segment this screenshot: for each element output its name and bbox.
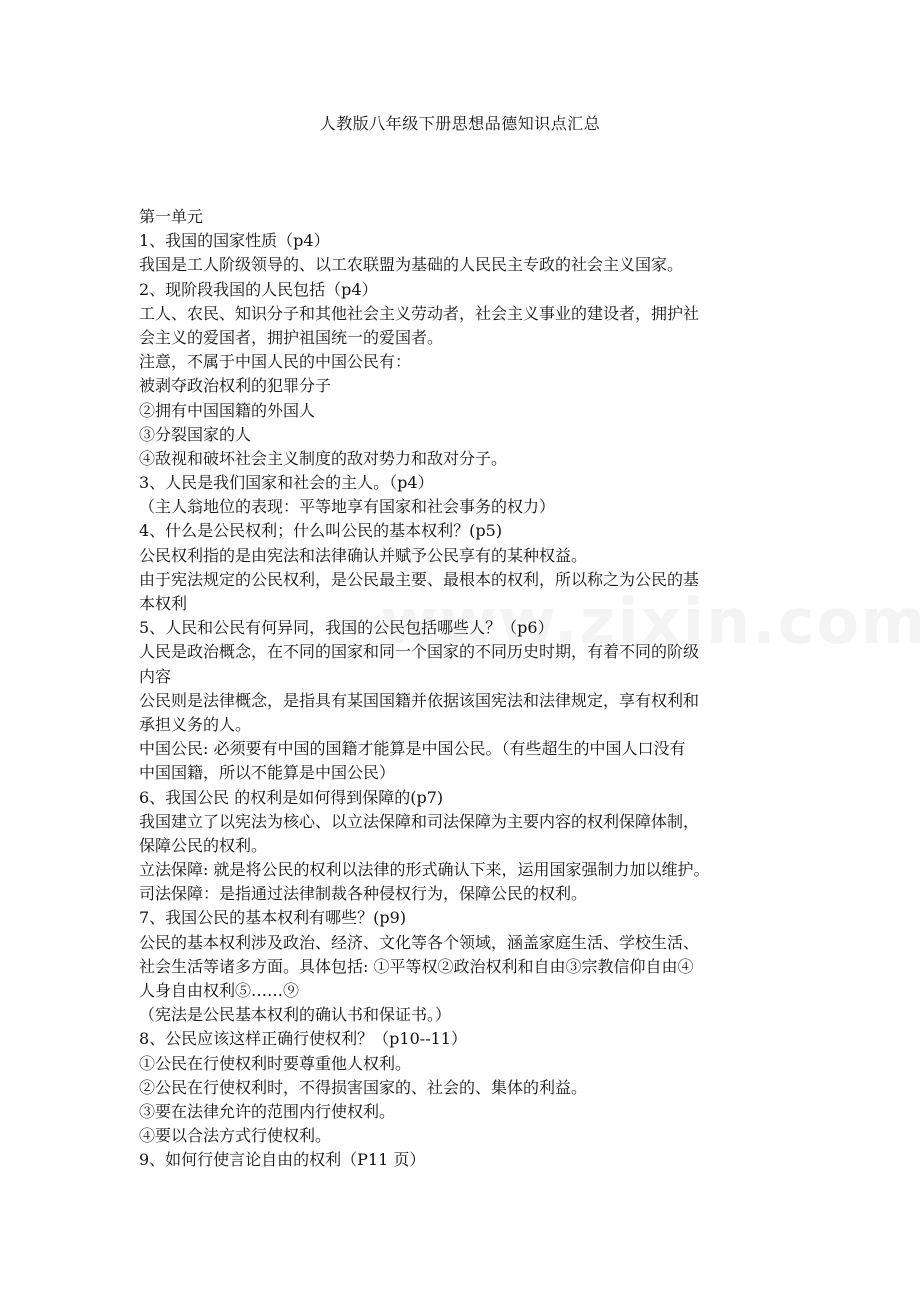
text-line: （宪法是公民基本权利的确认书和保证书。） — [139, 1005, 452, 1025]
text-line: ②公民在行使权利时，不得损害国家的、社会的、集体的利益。 — [139, 1077, 588, 1097]
text-line: 第一单元 — [139, 207, 204, 226]
text-line: ④敌视和破坏社会主义制度的敌对势力和敌对分子。 — [139, 448, 508, 468]
text-line: 被剥夺政治权利的犯罪分子 — [139, 376, 332, 396]
text-line: 7、我国公民的基本权利有哪些？(p9) — [139, 908, 407, 928]
text-line: 人民是政治概念，在不同的国家和同一个国家的不同历史时期，有着不同的阶级 — [139, 642, 700, 662]
text-line: 公民权利指的是由宪法和法律确认并赋予公民享有的某种权益。 — [139, 545, 588, 565]
text-line: 注意，不属于中国人民的中国公民有： — [139, 352, 412, 372]
text-line: 2、现阶段我国的人民包括（p4） — [139, 279, 378, 299]
text-line: （主人翁地位的表现：平等地享有国家和社会事务的权力） — [139, 497, 556, 517]
text-line: 立法保障: 就是将公民的权利以法律的形式确认下来，运用国家强制力加以维护。 — [139, 860, 710, 880]
text-line: 3、人民是我们国家和社会的主人。（p4） — [139, 473, 434, 493]
text-line: ④要以合法方式行使权利。 — [139, 1126, 332, 1146]
text-line: ①公民在行使权利时要尊重他人权利。 — [139, 1053, 412, 1073]
text-line: 承担义务的人。 — [139, 714, 252, 734]
text-line: 4、什么是公民权利；什么叫公民的基本权利？(p5) — [139, 521, 503, 541]
text-line: ③分裂国家的人 — [139, 424, 252, 444]
text-line: 社会生活等诸多方面。具体包括: ①平等权②政治权利和自由③宗教信仰自由④ — [139, 956, 694, 976]
text-line: 由于宪法规定的公民权利，是公民最主要、最根本的权利，所以称之为公民的基 — [139, 569, 700, 589]
text-line: 我国建立了以宪法为核心、以立法保障和司法保障为主要内容的权利保障体制， — [139, 811, 700, 831]
document-body — [139, 205, 784, 1173]
text-line: 会主义的爱国者，拥护祖国统一的爱国者。 — [139, 327, 444, 347]
text-line: 中国公民: 必须要有中国的国籍才能算是中国公民。（有些超生的中国人口没有 — [139, 739, 686, 759]
document-title: 人教版八年级下册思想品德知识点汇总 — [319, 114, 601, 133]
text-line: 1、我国的国家性质（p4） — [139, 231, 330, 251]
text-line: 公民则是法律概念，是指具有某国国籍并依据该国宪法和法律规定，享有权利和 — [139, 690, 700, 710]
text-line: ③要在法律允许的范围内行使权利。 — [139, 1101, 396, 1121]
text-line: 9、如何行使言论自由的权利（P11 页） — [139, 1150, 426, 1170]
text-line: 工人、农民、知识分子和其他社会主义劳动者，社会主义事业的建设者，拥护社 — [139, 303, 700, 323]
text-line: 内容 — [139, 666, 172, 686]
text-line: 司法保障：是指通过法律制裁各种侵权行为，保障公民的权利。 — [139, 884, 588, 904]
text-line: 8、公民应该这样正确行使权利？（p10--11） — [139, 1029, 467, 1049]
text-line: 公民的基本权利涉及政治、经济、文化等各个领域，涵盖家庭生活、学校生活、 — [139, 932, 700, 952]
text-line: 5、人民和公民有何异同，我国的公民包括哪些人？（p6） — [139, 618, 554, 638]
text-line: 保障公民的权利。 — [139, 835, 268, 855]
text-line: 我国是工人阶级领导的、以工农联盟为基础的人民民主专政的社会主义国家。 — [139, 255, 684, 275]
text-line: ②拥有中国国籍的外国人 — [139, 400, 316, 420]
text-line: 人身自由权利⑤……⑨ — [139, 981, 300, 1000]
text-line: 6、我国公民 的权利是如何得到保障的(p7) — [139, 787, 444, 807]
text-line: 本权利 — [139, 594, 188, 613]
text-line: 中国国籍，所以不能算是中国公民） — [139, 763, 396, 783]
